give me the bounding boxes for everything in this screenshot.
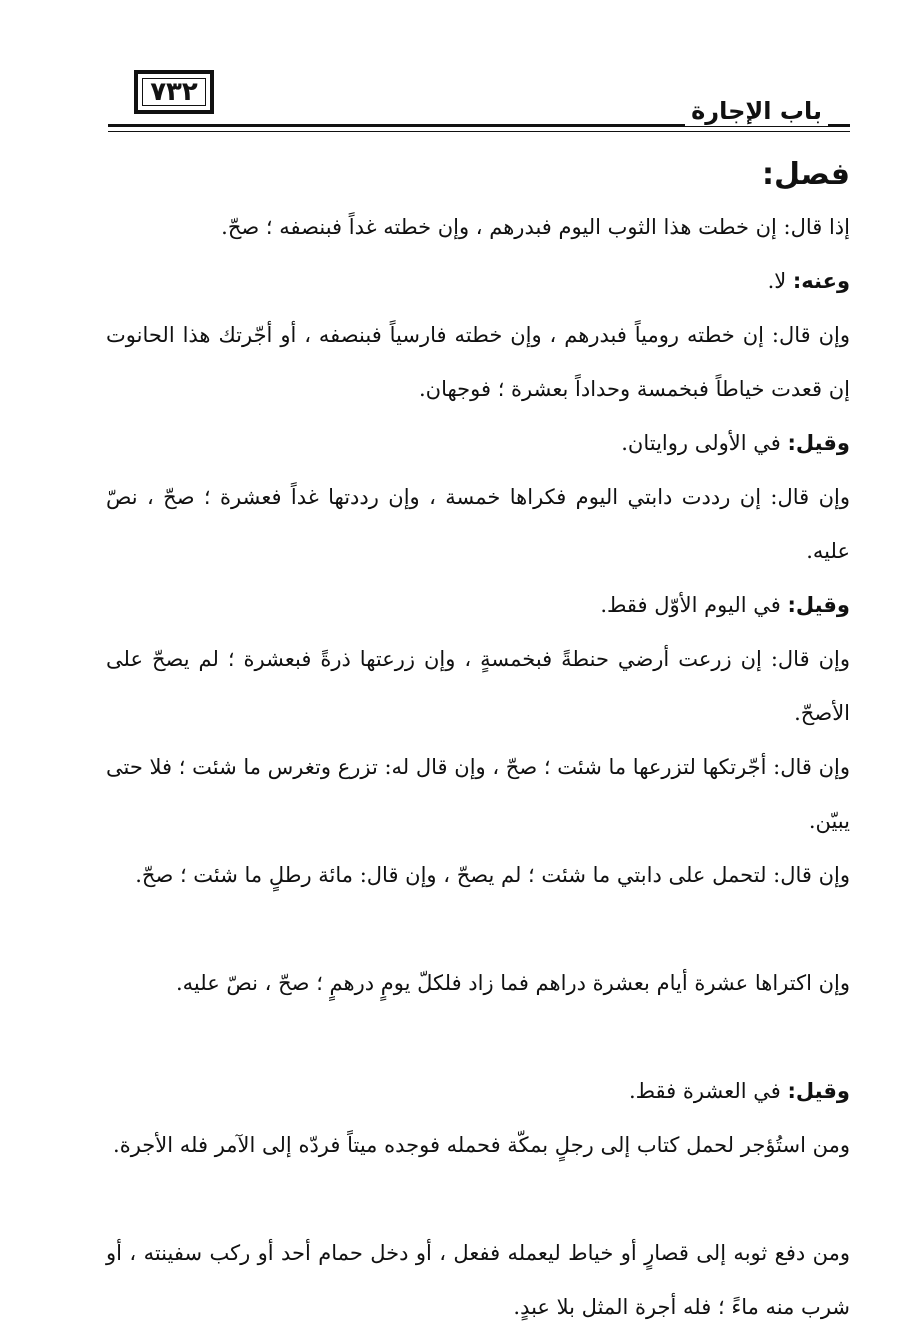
paragraph-text: في اليوم الأوّل فقط. — [600, 593, 788, 617]
paragraph — [106, 740, 850, 848]
paragraph-lead: وقيل: — [787, 593, 850, 617]
body-text — [106, 150, 850, 1334]
paragraph-text: وإن قال: إن رددت دابتي اليوم فكراها خمسة ، وإن رددتها غداً فعشرة ؛ صحّ ، نصّ عليه. — [106, 485, 850, 563]
paragraph — [106, 1064, 850, 1118]
paragraph — [106, 848, 850, 956]
paragraph-text: في العشرة فقط. — [628, 1079, 788, 1103]
paragraph-lead: وعنه: — [792, 269, 850, 293]
header-rule-thin — [108, 131, 850, 132]
paragraph-text: وإن قال: إن خطته رومياً فبدرهم ، وإن خطته فارسياً فبنصفه ، أو أجّرتك هذا الحانوت إن قعدت خياطاً فبخمسة وحداداً بعشرة ؛ فوجهان. — [106, 323, 850, 401]
paragraph-text: لا. — [767, 269, 793, 293]
paragraph — [106, 470, 850, 578]
paragraph — [106, 416, 850, 470]
paragraph — [106, 1118, 850, 1226]
paragraph — [106, 578, 850, 632]
paragraph-text: ومن دفع ثوبه إلى قصارٍ أو خياط ليعمله ففعل ، أو دخل حمام أحد أو ركب سفينته ، أو شرب منه ماءً ؛ فله أجرة المثل بلا عبدٍ. — [106, 1241, 850, 1319]
paragraph-lead: وقيل: — [787, 431, 850, 455]
paragraph — [106, 308, 850, 416]
paragraph-lead: وقيل: — [787, 1079, 850, 1103]
paragraph-text: إذا قال: إن خطت هذا الثوب اليوم فبدرهم ، وإن خطته غداً فبنصفه ؛ صحّ. — [221, 215, 850, 239]
paragraph-text: ومن استُؤجر لحمل كتاب إلى رجلٍ بمكّة فحمله فوجده ميتاً فردّه إلى الآمر فله الأجرة. — [113, 1133, 850, 1157]
paragraph — [106, 632, 850, 740]
paragraph — [106, 956, 850, 1064]
paragraph-text: وإن قال: إن زرعت أرضي حنطةً فبخمسةٍ ، وإن زرعتها ذرةً فبعشرة ؛ لم يصحّ على الأصحّ. — [106, 647, 850, 725]
paragraph-text: وإن اكتراها عشرة أيام بعشرة دراهم فما زاد فلكلّ يومٍ درهمٍ ؛ صحّ ، نصّ عليه. — [176, 971, 850, 995]
running-header — [106, 96, 850, 130]
paragraph-text: وإن قال: أجّرتكها لتزرعها ما شئت ؛ صحّ ، وإن قال له: تزرع وتغرس ما شئت ؛ فلا حتى يبيّن. — [106, 755, 850, 833]
page-number: ٧٣٢ — [150, 77, 198, 107]
paragraph-text: في الأولى روايتان. — [621, 431, 788, 455]
section-heading: فصل: — [762, 157, 850, 192]
paragraph — [106, 1226, 850, 1334]
paragraph — [106, 254, 850, 308]
paragraph-text: وإن قال: لتحمل على دابتي ما شئت ؛ لم يصحّ ، وإن قال: مائة رطلٍ ما شئت ؛ صحّ. — [135, 863, 850, 887]
running-header-title: باب الإجارة — [685, 96, 828, 126]
paragraph — [106, 200, 850, 254]
